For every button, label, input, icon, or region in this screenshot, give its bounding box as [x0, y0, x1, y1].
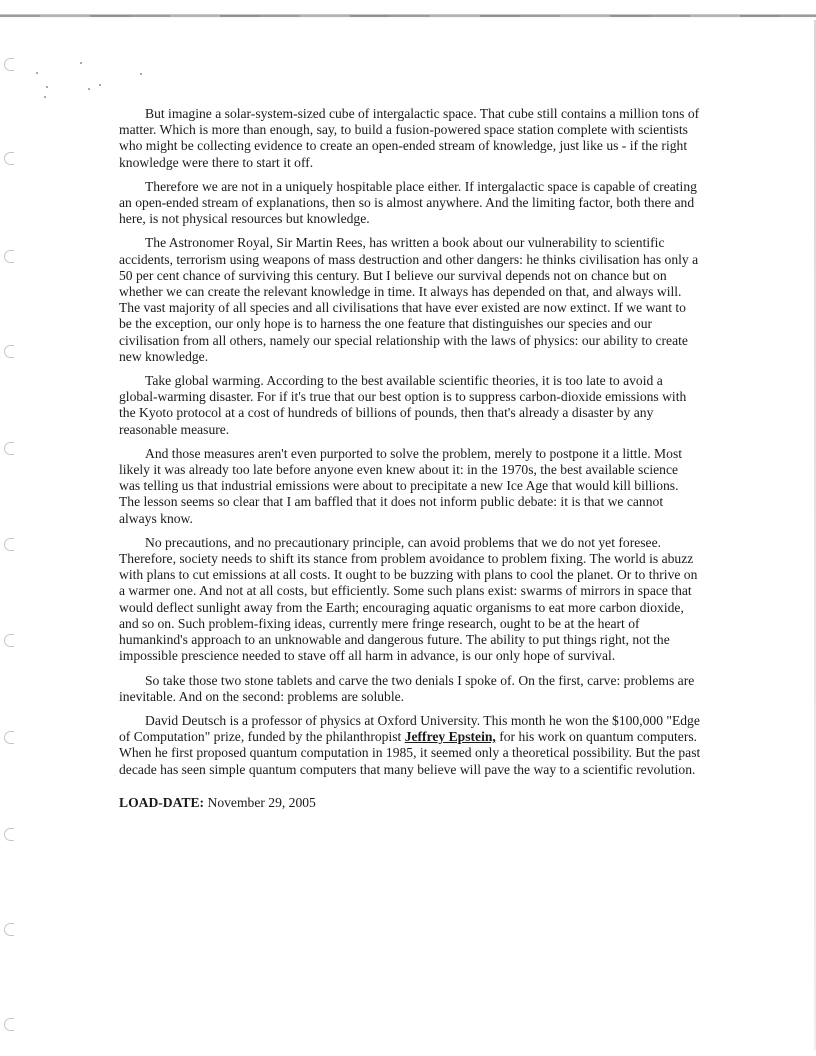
author-bio-paragraph — [119, 713, 701, 778]
scan-top-edge-line — [0, 15, 816, 17]
scan-speck — [80, 62, 82, 64]
scan-speck — [140, 73, 142, 75]
article-body — [119, 106, 701, 811]
article-paragraph: Take global warming. According to the best available scientific theories, it is too late to avoid a global-warming disaster. For if it's true that our best option is to suppress carbon-dioxide emissions with the Kyoto protocol at a cost of hundreds of billions of pounds, then that's already a disaster by any reasonable measure. — [119, 373, 687, 437]
punch-hole-icon — [4, 58, 14, 71]
article-paragraph: No precautions, and no precautionary principle, can avoid problems that we do not yet foresee. Therefore, society needs to shift its stance from problem avoidance to problem fixing. The world is abuzz with plans to cut emissions at all costs. It ought to be buzzing with plans to cool the planet. Or to thrive on a warmer one. And not at all costs, but efficiently. Some such plans exist: swarms of mirrors in space that would deflect sunlight away from the Earth; encouraging aquatic organisms to eat more carbon dioxide, and so on. Such problem-fixing ideas, currently mere fringe research, ought to be at the heart of humankind's approach to an unknowable and dangerous future. The ability to put things right, not the impossible prescience needed to stave off all harm in advance, is our only hope of survival. — [119, 534, 698, 664]
bio-text-after-link: for his work on quantum computers. When he first proposed quantum computation in 1985, it seemed only a theoretical possibility. But the past decade has seen simple quantum computers that many believe will pave the way to a scientific revolution. — [119, 729, 701, 777]
punch-hole-icon — [4, 731, 14, 744]
load-date-label: LOAD-DATE: — [119, 794, 205, 810]
punch-hole-icon — [4, 828, 14, 841]
bio-text-before-link: David Deutsch is a professor of physics at Oxford University. This month he won the $100,000 "Edge of Computation" prize, funded by the philanthropist — [119, 712, 700, 745]
punch-hole-icon — [4, 442, 14, 455]
article-paragraph: But imagine a solar-system-sized cube of intergalactic space. That cube still contains a million tons of matter. Which is more than enough, say, to build a fusion-powered space station complete with scientists who might be collecting evidence to create an open-ended stream of knowledge, just like us - if the right knowledge were there to start it off. — [119, 106, 700, 170]
article-paragraph: Therefore we are not in a uniquely hospitable place either. If intergalactic space is capable of creating an open-ended stream of explanations, then so is almost anywhere. And the limiting factor, both there and here, is not physical resources but knowledge. — [119, 178, 697, 227]
punch-hole-icon — [4, 345, 14, 358]
scan-speck — [44, 96, 46, 98]
load-date-value: November 29, 2005 — [207, 794, 316, 810]
article-paragraph: The Astronomer Royal, Sir Martin Rees, has written a book about our vulnerability to scientific accidents, terrorism using weapons of mass destruction and other dangers: he thinks civilisation has only a 50 per cent chance of surviving this century. But I believe our survival depends not on chance but on whether we can create the relevant knowledge in time. It always has depended on that, and always will. The vast majority of all species and all civilisations that have ever existed are now extinct. If we want to be the exception, our only hope is to harness the one feature that distinguishes our species and our civilisation from all others, namely our special relationship with the laws of physics: our ability to create new knowledge. — [119, 235, 699, 364]
punch-hole-icon — [4, 152, 14, 165]
punch-hole-icon — [4, 634, 14, 647]
scan-speck — [99, 84, 101, 86]
scan-speck — [88, 88, 90, 90]
article-paragraph: And those measures aren't even purported to solve the problem, merely to postpone it a little. Most likely it was already too late before anyone even knew about it: in the 1970s, the best available science was telling us that industrial emissions were about to precipitate a new Ice Age that would kill billions. The lesson seems so clear that I am baffled that it does not inform public debate: it is that we cannot always know. — [119, 445, 683, 526]
punch-hole-icon — [4, 538, 14, 551]
punch-hole-icon — [4, 250, 14, 263]
punch-hole-icon — [4, 1018, 14, 1031]
article-paragraph: So take those two stone tablets and carve the two denials I spoke of. On the first, carve: problems are inevitable. And on the second: problems are soluble. — [119, 672, 695, 704]
load-date — [119, 795, 701, 811]
scan-speck — [46, 86, 48, 88]
jeffrey-epstein-link[interactable]: Jeffrey Epstein, — [404, 729, 496, 745]
punch-hole-icon — [4, 923, 14, 936]
scan-speck — [36, 72, 38, 74]
